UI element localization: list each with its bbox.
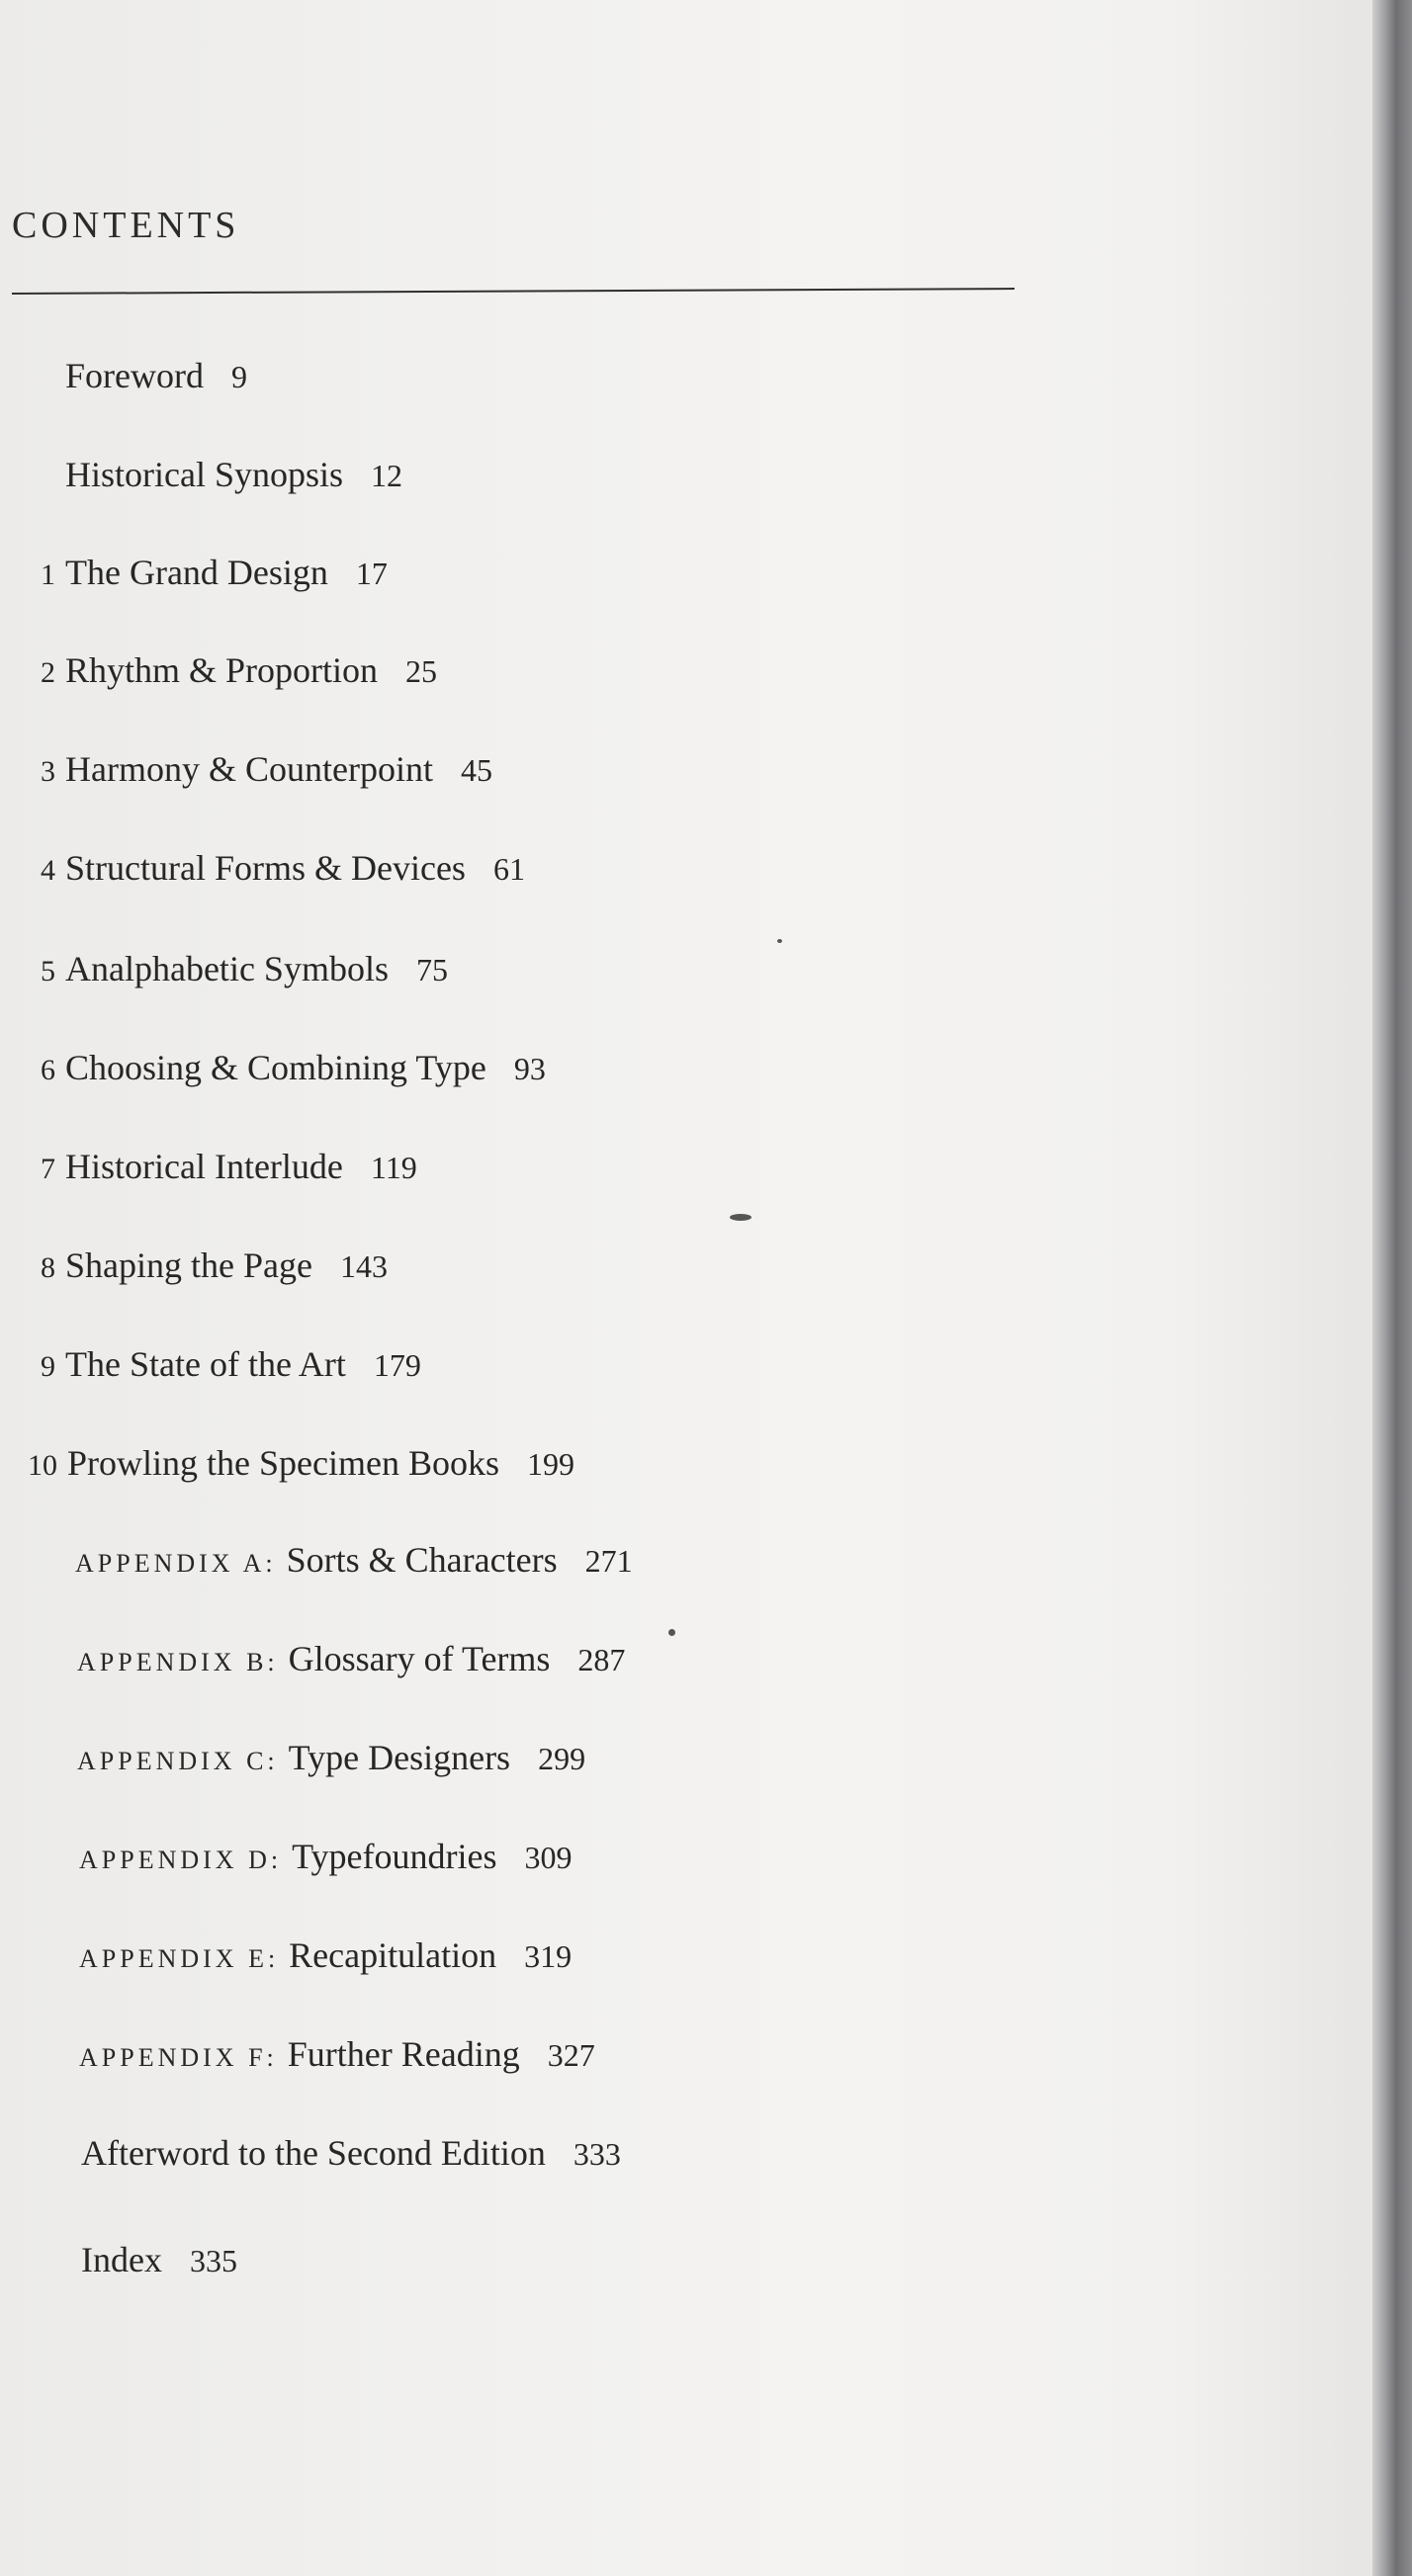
toc-entry-title: Sorts & Characters [286,1540,558,1580]
toc-entry-title: Index [81,2240,162,2279]
toc-entry-title: Choosing & Combining Type [65,1048,486,1087]
toc-entry-page: 9 [230,359,247,394]
toc-entry-afterword [81,2131,621,2176]
toc-entry-title: Typefoundries [292,1837,497,1876]
toc-entry-title: The Grand Design [65,553,328,592]
toc-entry-title: Rhythm & Proportion [65,650,379,690]
toc-entry-page: 45 [460,752,492,788]
toc-entry-chapter-8 [30,1244,388,1290]
appendix-label: APPENDIX A: [75,1549,277,1578]
toc-entry-title: Analphabetic Symbols [65,949,389,988]
chapter-number: 6 [41,1054,55,1086]
paper-speck [730,1214,751,1221]
paper-speck [668,1629,675,1636]
toc-entry-page: 271 [584,1543,633,1579]
toc-entry-title: Historical Synopsis [65,455,344,494]
toc-entry-title: Further Reading [287,2034,520,2074]
toc-entry-chapter-9 [30,1342,421,1389]
toc-entry-foreword [65,354,247,398]
toc-entry-title: Structural Forms & Devices [65,848,466,888]
toc-entry-title: Prowling the Specimen Books [67,1443,499,1483]
chapter-number: 4 [41,854,55,887]
toc-entry-page: 143 [339,1248,388,1284]
toc-entry-chapter-10 [14,1441,574,1488]
toc-entry-chapter-7 [30,1145,417,1191]
toc-entry-title: Foreword [65,356,204,395]
toc-entry-title: Harmony & Counterpoint [65,749,433,789]
toc-entry-index [81,2238,237,2282]
chapter-number: 7 [41,1153,55,1185]
toc-entry-chapter-4 [30,846,525,893]
toc-entry-chapter-6 [30,1046,546,1092]
appendix-label: APPENDIX E: [79,1944,280,1973]
appendix-label: APPENDIX B: [77,1648,279,1676]
toc-entry-page: 327 [547,2037,595,2073]
toc-entry-title: Historical Interlude [65,1147,343,1186]
toc-entry-page: 335 [189,2243,237,2278]
toc-entry-page: 93 [513,1051,546,1086]
chapter-number: 10 [28,1449,57,1482]
toc-entry-title: Shaping the Page [65,1245,312,1285]
toc-entry-appendix-e [79,1933,572,1981]
toc-entry-page: 299 [538,1741,586,1776]
contents-heading: CONTENTS [12,205,240,246]
toc-entry-title: Recapitulation [289,1935,497,1975]
toc-entry-appendix-a [75,1538,633,1586]
toc-entry-page: 119 [370,1150,417,1185]
toc-entry-chapter-5 [30,947,448,993]
toc-entry-page: 333 [573,2136,621,2172]
toc-entry-page: 25 [405,653,438,689]
toc-entry-page: 17 [355,556,388,591]
toc-entry-page: 12 [371,458,403,493]
paper-speck [777,939,782,943]
toc-entry-page: 179 [373,1347,421,1383]
toc-entry-page: 287 [577,1642,626,1677]
toc-entry-appendix-f [79,2032,595,2080]
toc-entry-appendix-b [77,1637,625,1684]
chapter-number: 8 [41,1251,55,1284]
toc-entry-title: Type Designers [288,1738,511,1777]
toc-entry-page: 199 [526,1446,574,1482]
chapter-number: 3 [41,755,55,788]
toc-entry-title: The State of the Art [65,1344,346,1384]
appendix-label: APPENDIX C: [77,1747,279,1775]
book-spine-edge [1372,0,1412,2576]
toc-entry-page: 309 [524,1840,573,1875]
chapter-number: 1 [41,558,55,591]
appendix-label: APPENDIX F: [79,2043,278,2072]
toc-entry-title: Afterword to the Second Edition [81,2133,546,2173]
chapter-number: 5 [41,955,55,987]
toc-entry-page: 75 [415,952,448,987]
toc-entry-chapter-1 [30,551,388,597]
toc-entry-chapter-3 [30,747,492,794]
chapter-number: 9 [41,1350,55,1383]
toc-entry-page: 61 [492,851,525,887]
toc-entry-page: 319 [524,1938,573,1974]
chapter-number: 2 [41,656,55,689]
toc-entry-title: Glossary of Terms [288,1639,551,1678]
toc-entry-appendix-d [79,1835,573,1882]
appendix-label: APPENDIX D: [79,1846,283,1874]
toc-entry-appendix-c [77,1736,585,1783]
toc-entry-chapter-2 [30,648,437,695]
toc-entry-historical-synopsis [65,453,402,497]
